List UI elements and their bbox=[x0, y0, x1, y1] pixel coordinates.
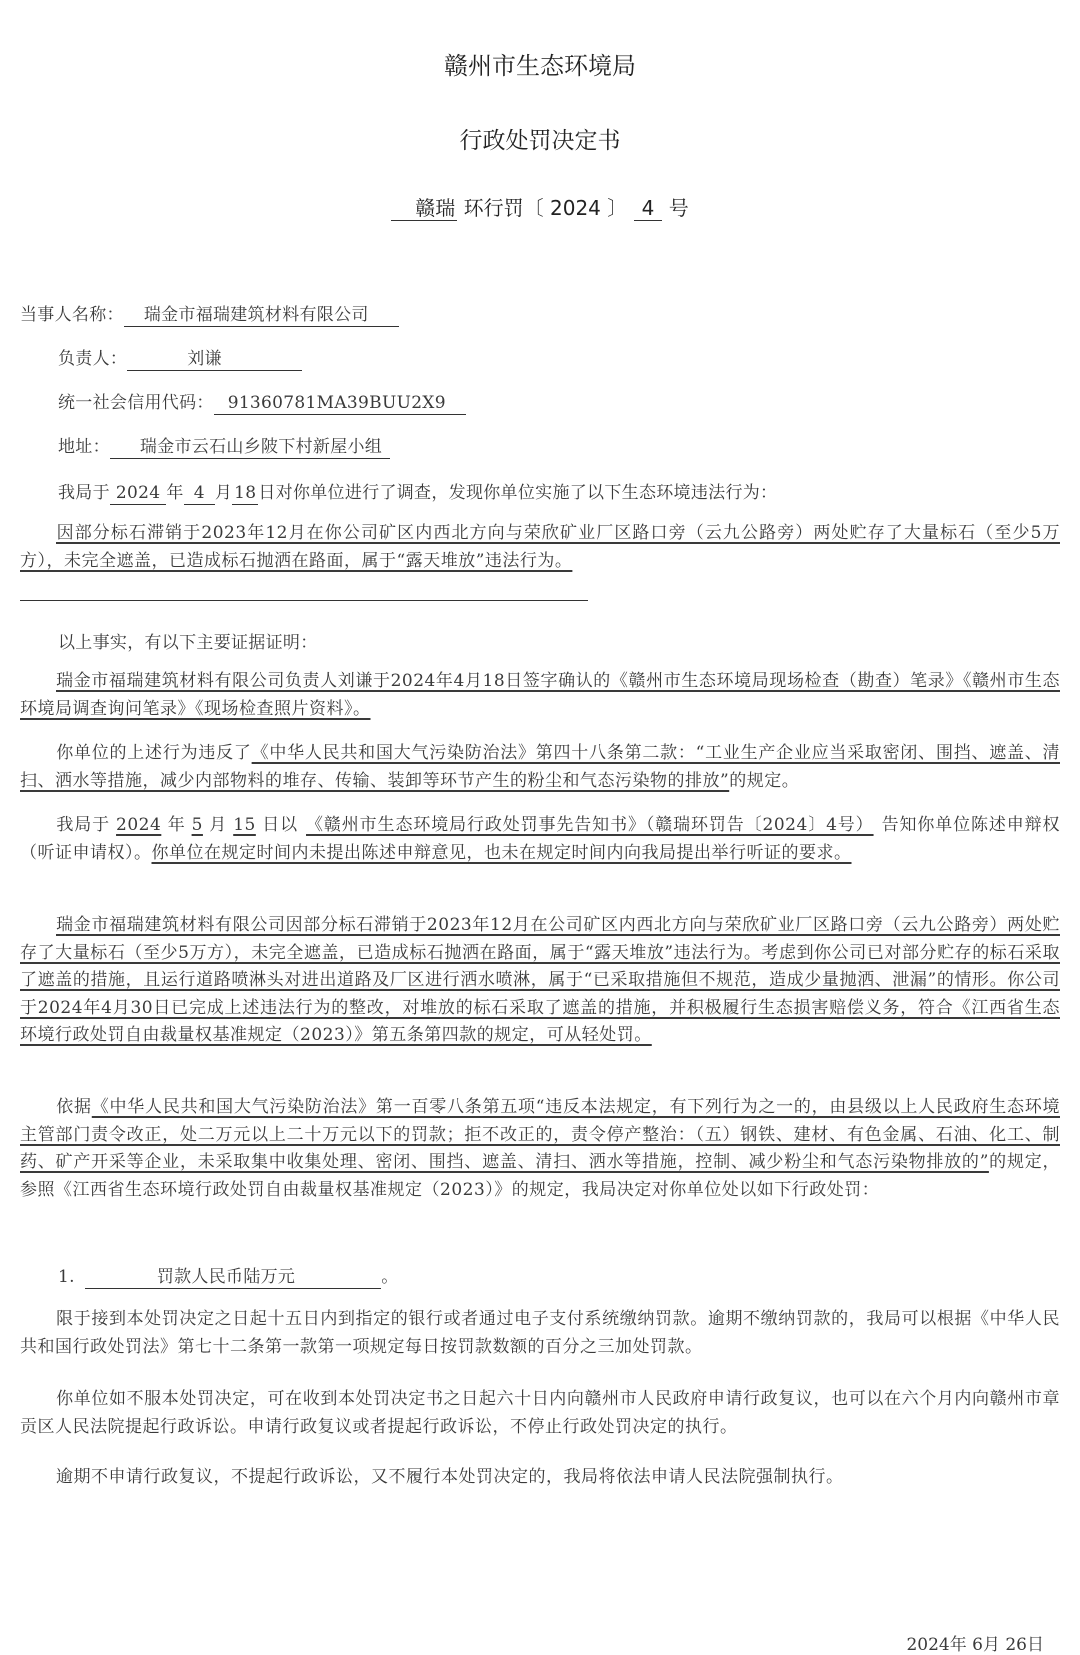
enforcement-text: 逾期不申请行政复议，不提起行政诉讼，又不履行本处罚决定的，我局将依法申请人民法院强制执行。 bbox=[56, 1467, 844, 1487]
address-label: 地址： bbox=[58, 437, 110, 457]
evidence-paragraph bbox=[20, 668, 1060, 723]
investigation-text-2: 年 bbox=[166, 483, 184, 503]
party-name-row bbox=[20, 300, 1080, 327]
notice-document: 《赣州市生态环境局行政处罚事先告知书》（赣瑞环罚告〔2024〕4号） bbox=[306, 815, 874, 835]
law-violated-paragraph bbox=[20, 740, 1060, 795]
payment-paragraph bbox=[20, 1306, 1060, 1361]
investigation-year: 2024 bbox=[110, 484, 166, 505]
violation-text: 因部分标石滞销于2023年12月在你公司矿区内西北方向与荣欣矿业厂区路口旁（云九公路旁）两处贮存了大量标石（至少5万方），未完全遮盖，已造成标石抛洒在路面，属于“露天堆放”违法行为。 bbox=[20, 523, 1060, 571]
doc-number-suffix: 号 bbox=[668, 196, 689, 220]
notice-paragraph bbox=[20, 812, 1060, 867]
address-value: 瑞金市云石山乡陂下村新屋小组 bbox=[110, 438, 390, 459]
notice-text-4: 日以 bbox=[261, 815, 299, 835]
investigation-text-1: 我局于 bbox=[58, 483, 110, 503]
credit-code-row bbox=[58, 388, 1080, 415]
document-type-title: 行政处罚决定书 bbox=[459, 128, 621, 154]
doc-number-mid: 环行罚〔 2024 〕 bbox=[463, 196, 628, 220]
investigation-day: 18 bbox=[234, 483, 257, 503]
person-value: 刘谦 bbox=[127, 350, 302, 371]
notice-text-2: 年 bbox=[167, 815, 186, 835]
mitigation-paragraph bbox=[20, 912, 1060, 1050]
basis-paragraph bbox=[20, 1094, 1060, 1204]
appeal-paragraph bbox=[20, 1386, 1060, 1441]
mitigation-text: 瑞金市福瑞建筑材料有限公司因部分标石滞销于2023年12月在公司矿区内西北方向与荣欣矿业厂区路口旁（云九公路旁）两处贮存了大量标石（至少5万方），未完全遮盖，已造成标石抛洒在路面，属于“露天堆放”违法行为。考虑到你公司已对部分贮存的标石采取了遮盖的措施，且运行道路喷淋头对进出道路及厂区进行洒水喷淋，属于“已采取措施但不规范，造成少量抛洒、泄漏”的情形。你公司于2024年4月30日已完成上述违法行为的整改，对堆放的标石采取了遮盖的措施，并积极履行生态损害赔偿义务，符合《江西省生态环境行政处罚自由裁量权基准规定（2023）》第五条第四款的规定，可从轻处罚。 bbox=[20, 915, 1060, 1045]
investigation-text-3: 月 bbox=[214, 483, 233, 503]
evidence-text: 瑞金市福瑞建筑材料有限公司负责人刘谦于2024年4月18日签字确认的《赣州市生态环境局现场检查（勘查）笔录》《赣州市生态环境局调查询问笔录》《现场检查照片资料》。 bbox=[20, 671, 1060, 719]
appeal-text: 你单位如不服本处罚决定，可在收到本处罚决定书之日起六十日内向赣州市人民政府申请行政复议，也可以在六个月内向赣州市章贡区人民法院提起行政诉讼。申请行政复议或者提起行政诉讼，不停止行政处罚决定的执行。 bbox=[20, 1389, 1060, 1437]
notice-text-3: 月 bbox=[208, 815, 228, 835]
violation-paragraph bbox=[20, 520, 1060, 575]
notice-month: 5 bbox=[191, 815, 203, 835]
address-row bbox=[58, 432, 1080, 459]
credit-code-value: 91360781MA39BUU2X9 bbox=[214, 394, 466, 415]
evidence-intro: 以上事实，有以下主要证据证明： bbox=[58, 633, 318, 653]
blank-underline bbox=[20, 600, 588, 601]
law-violated-citation: 《中华人民共和国大气污染防治法》第四十八条第二款：“工业生产企业应当采取密闭、围挡、遮盖、清扫、洒水等措施，减少内部物料的堆存、传输、装卸等环节产生的粉尘和气态污染物的排放” bbox=[20, 743, 1060, 791]
person-label: 负责人： bbox=[58, 349, 128, 369]
credit-code-label: 统一社会信用代码： bbox=[58, 393, 214, 413]
basis-text-3: 的规定，参照《江西省生态环境行政处罚自由裁量权基准规定（2023）》的规定，我局决定对你单位处以如下行政处罚： bbox=[20, 1152, 1060, 1200]
doc-number-num: 4 bbox=[634, 197, 663, 221]
agency-title: 赣州市生态环境局 bbox=[444, 52, 636, 80]
investigation-line bbox=[58, 478, 1080, 505]
basis-citation: 《中华人民共和国大气污染防治法》第一百零八条第五项“违反本法规定，有下列行为之一的，由县级以上人民政府生态环境主管部门责令改正，处二万元以上二十万元以下的罚款；拒不改正的，责令停产整治：（五）钢铁、建材、有色金属、石油、化工、制药、矿产开采等企业，未采取集中收集处理、密闭、围挡、遮盖、清扫、洒水等措施，控制、减少粉尘和气态污染物排放的” bbox=[20, 1097, 1060, 1172]
notice-no-response: 你单位在规定时间内未提出陈述申辩意见，也未在规定时间内向我局提出举行听证的要求。 bbox=[151, 842, 852, 863]
enforcement-paragraph bbox=[20, 1464, 1060, 1492]
basis-text-1: 依据 bbox=[56, 1097, 92, 1117]
penalty-index: 1. bbox=[58, 1267, 75, 1287]
investigation-text-4: 日对你单位进行了调查，发现你单位实施了以下生态环境违法行为： bbox=[258, 483, 778, 503]
issue-date: 2024年 6月 26日 bbox=[906, 1635, 1044, 1655]
penalty-end: 。 bbox=[381, 1267, 399, 1287]
penalty-text: 罚款人民币陆万元 bbox=[85, 1268, 381, 1289]
notice-year: 2024 bbox=[116, 815, 162, 835]
doc-number-prefix: 赣瑞 bbox=[391, 197, 457, 221]
document-number bbox=[0, 192, 1080, 221]
law-violated-text-1: 你单位的上述行为违反了 bbox=[56, 743, 252, 763]
party-name-label: 当事人名称： bbox=[20, 305, 124, 325]
law-violated-text-3: 的规定。 bbox=[729, 770, 800, 791]
investigation-month: 4 bbox=[184, 484, 215, 505]
person-row bbox=[58, 344, 1080, 371]
notice-text-1: 我局于 bbox=[56, 815, 111, 835]
notice-text-5: 告知你单位陈述申辩权（听证申请权）。 bbox=[20, 815, 1061, 863]
penalty-item bbox=[58, 1262, 1080, 1289]
notice-day: 15 bbox=[233, 815, 256, 835]
party-name-value: 瑞金市福瑞建筑材料有限公司 bbox=[124, 306, 399, 327]
payment-text: 限于接到本处罚决定之日起十五日内到指定的银行或者通过电子支付系统缴纳罚款。逾期不缴纳罚款的，我局可以根据《中华人民共和国行政处罚法》第七十二条第一款第一项规定每日按罚款数额的百分之三加处罚款。 bbox=[20, 1309, 1060, 1357]
